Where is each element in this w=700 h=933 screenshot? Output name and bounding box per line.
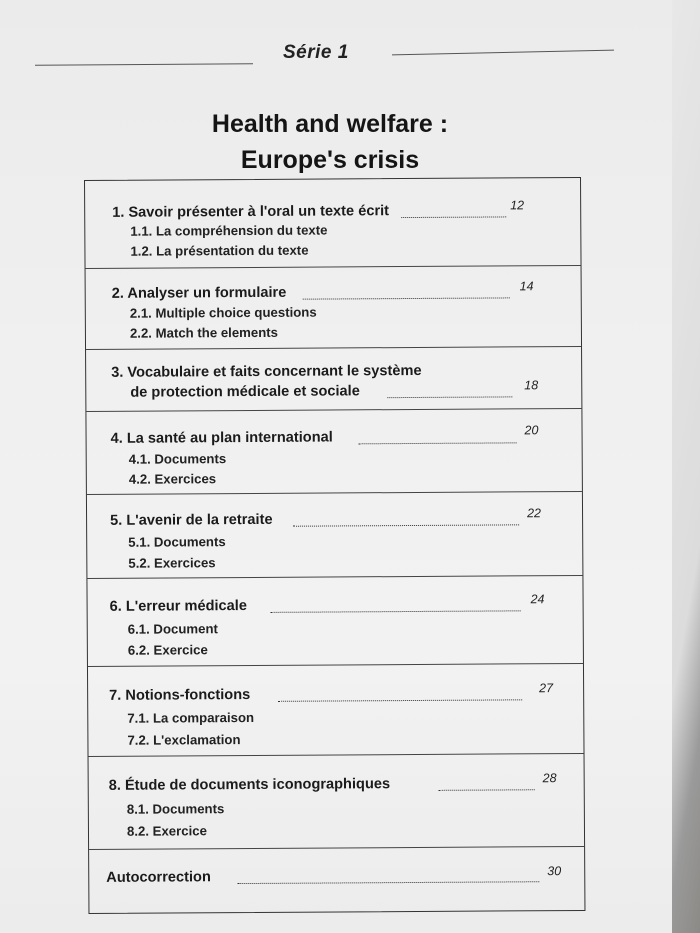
toc-page-6: 24: [530, 592, 545, 607]
toc-separator: [86, 265, 581, 269]
header-rule-right: [392, 50, 614, 56]
toc-chapter-6: 6. L'erreur médicale: [109, 598, 247, 615]
toc-separator: [86, 408, 581, 412]
toc-page-5: 22: [527, 506, 541, 521]
toc-sub-7-2: 7.2. L'exclamation: [127, 732, 241, 748]
toc-sub-2-1: 2.1. Multiple choice questions: [129, 304, 317, 321]
toc-sub-7-1: 7.1. La comparaison: [127, 709, 255, 726]
toc-page-autocorrection: 30: [547, 864, 562, 879]
toc-sub-5-1: 5.1. Documents: [128, 534, 226, 550]
toc-sub-2-2: 2.2. Match the elements: [129, 324, 279, 341]
toc-leader-autocorrection: [237, 881, 539, 884]
toc-leader-5: [293, 524, 519, 526]
toc-chapter-4: 4. La santé au plan international: [110, 429, 333, 447]
header-rule-left: [35, 63, 253, 66]
toc-chapter-1: 1. Savoir présenter à l'oral un texte écrit: [112, 203, 390, 221]
toc-leader-2: [303, 297, 510, 299]
toc-page-3: 18: [524, 378, 539, 393]
toc-sub-4-1: 4.1. Documents: [128, 451, 227, 467]
toc-separator: [89, 753, 584, 757]
toc-sub-1-1: 1.1. La compréhension du texte: [130, 222, 328, 239]
page-title-line-1: Health and welfare :: [211, 110, 449, 138]
page-title-line-2: Europe's crisis: [240, 146, 420, 174]
toc-separator: [88, 663, 583, 667]
toc-separator: [86, 346, 581, 350]
table-of-contents: [84, 177, 585, 914]
toc-separator: [87, 491, 582, 495]
toc-leader-7: [278, 699, 522, 701]
toc-sub-6-2: 6.2. Exercice: [127, 642, 208, 658]
toc-sub-1-2: 1.2. La présentation du texte: [130, 242, 309, 259]
toc-chapter-7: 7. Notions-fonctions: [109, 686, 251, 704]
toc-sub-8-1: 8.1. Documents: [126, 801, 225, 817]
toc-sub-8-2: 8.2. Exercice: [126, 823, 207, 839]
toc-chapter-3-line-2: de protection médicale et sociale: [130, 383, 360, 401]
toc-leader-4: [359, 442, 517, 444]
toc-sub-5-2: 5.2. Exercices: [128, 555, 216, 571]
toc-page-8: 28: [542, 771, 557, 786]
series-label: Série 1: [283, 42, 349, 63]
toc-autocorrection: Autocorrection: [106, 869, 211, 886]
toc-chapter-8: 8. Étude de documents iconographiques: [108, 776, 391, 794]
toc-leader-8: [439, 789, 535, 791]
toc-chapter-2: 2. Analyser un formulaire: [111, 284, 287, 302]
toc-separator: [87, 575, 582, 579]
toc-leader-3: [387, 396, 512, 398]
toc-leader-6: [271, 610, 521, 613]
toc-chapter-3-line-1: 3. Vocabulaire et faits concernant le système: [111, 362, 422, 381]
toc-sub-6-1: 6.1. Document: [127, 621, 218, 637]
toc-page-7: 27: [539, 681, 554, 696]
toc-page-1: 12: [510, 198, 525, 213]
toc-separator: [89, 846, 584, 850]
toc-leader-1: [401, 216, 506, 218]
toc-sub-4-2: 4.2. Exercices: [128, 471, 217, 487]
toc-page-4: 20: [524, 423, 539, 438]
toc-page-2: 14: [519, 279, 534, 294]
toc-chapter-5: 5. L'avenir de la retraite: [110, 511, 273, 529]
